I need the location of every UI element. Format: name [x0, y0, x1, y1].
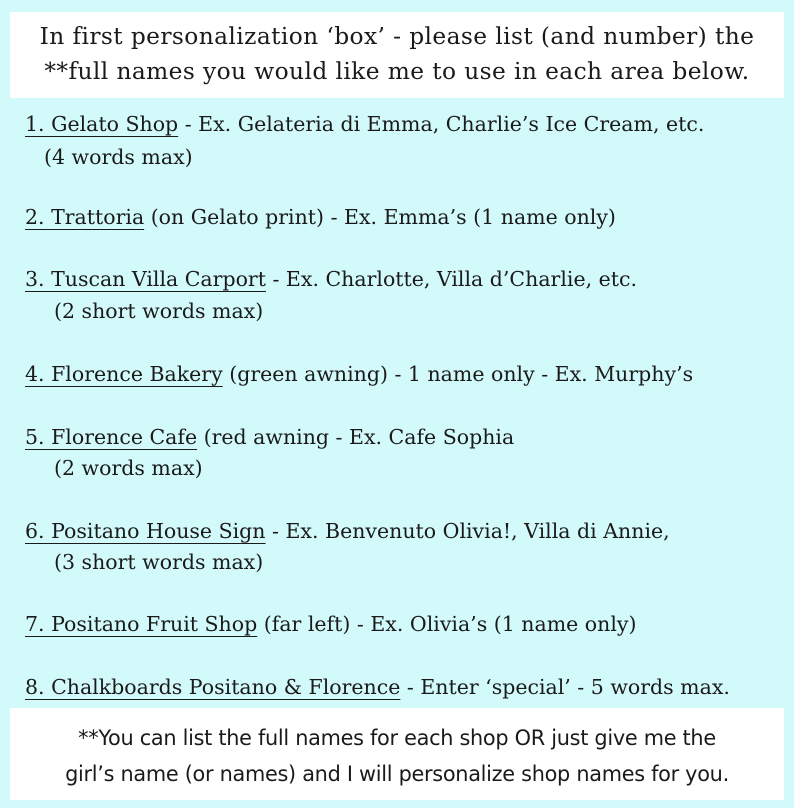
list-item-tuscan-villa-carport: [25, 266, 637, 292]
header-panel: [10, 12, 784, 98]
item-description: (on Gelato print) - Ex. Emma’s (1 name only): [144, 205, 616, 229]
list-item-gelato-shop: [25, 111, 704, 137]
item-title: 8. Chalkboards Positano & Florence: [25, 675, 401, 699]
item-title: 6. Positano House Sign: [25, 519, 266, 543]
item-title: 1. Gelato Shop: [25, 112, 179, 136]
item-description: - Enter ‘special’ - 5 words max.: [400, 675, 730, 699]
item-title: 7. Positano Fruit Shop: [25, 612, 258, 636]
list-item-chalkboards: [25, 674, 730, 700]
list-item-florence-bakery: [25, 361, 693, 387]
list-item-trattoria: [25, 204, 616, 230]
item-subnote: (2 words max): [54, 456, 203, 480]
item-title: 5. Florence Cafe: [25, 425, 198, 449]
item-description: (green awning) - 1 name only - Ex. Murphy’s: [222, 362, 694, 386]
list-item-positano-fruit-shop: [25, 611, 636, 637]
item-subnote: (2 short words max): [54, 299, 264, 323]
item-description: (red awning - Ex. Cafe Sophia: [197, 425, 515, 449]
footer-panel: [10, 708, 784, 800]
item-title: 4. Florence Bakery: [25, 362, 223, 386]
item-subnote: (4 words max): [44, 145, 193, 169]
item-description: - Ex. Gelateria di Emma, Charlie’s Ice Cream, etc.: [178, 112, 705, 136]
header-line-2: **full names you would like me to use in each area below.: [44, 57, 750, 85]
item-title: 3. Tuscan Villa Carport: [25, 267, 266, 291]
item-subnote: (3 short words max): [54, 550, 264, 574]
item-description: (far left) - Ex. Olivia’s (1 name only): [257, 612, 637, 636]
list-item-positano-house-sign: [25, 518, 670, 544]
item-description: - Ex. Benvenuto Olivia!, Villa di Annie,: [265, 519, 670, 543]
item-title: 2. Trattoria: [25, 205, 145, 229]
footer-line-1: **You can list the full names for each shop OR just give me the: [78, 726, 716, 750]
item-description: - Ex. Charlotte, Villa d’Charlie, etc.: [265, 267, 637, 291]
list-item-florence-cafe: [25, 424, 514, 450]
footer-line-2: girl’s name (or names) and I will personalize shop names for you.: [65, 762, 729, 786]
header-line-1: In first personalization ‘box’ - please list (and number) the: [39, 22, 755, 50]
